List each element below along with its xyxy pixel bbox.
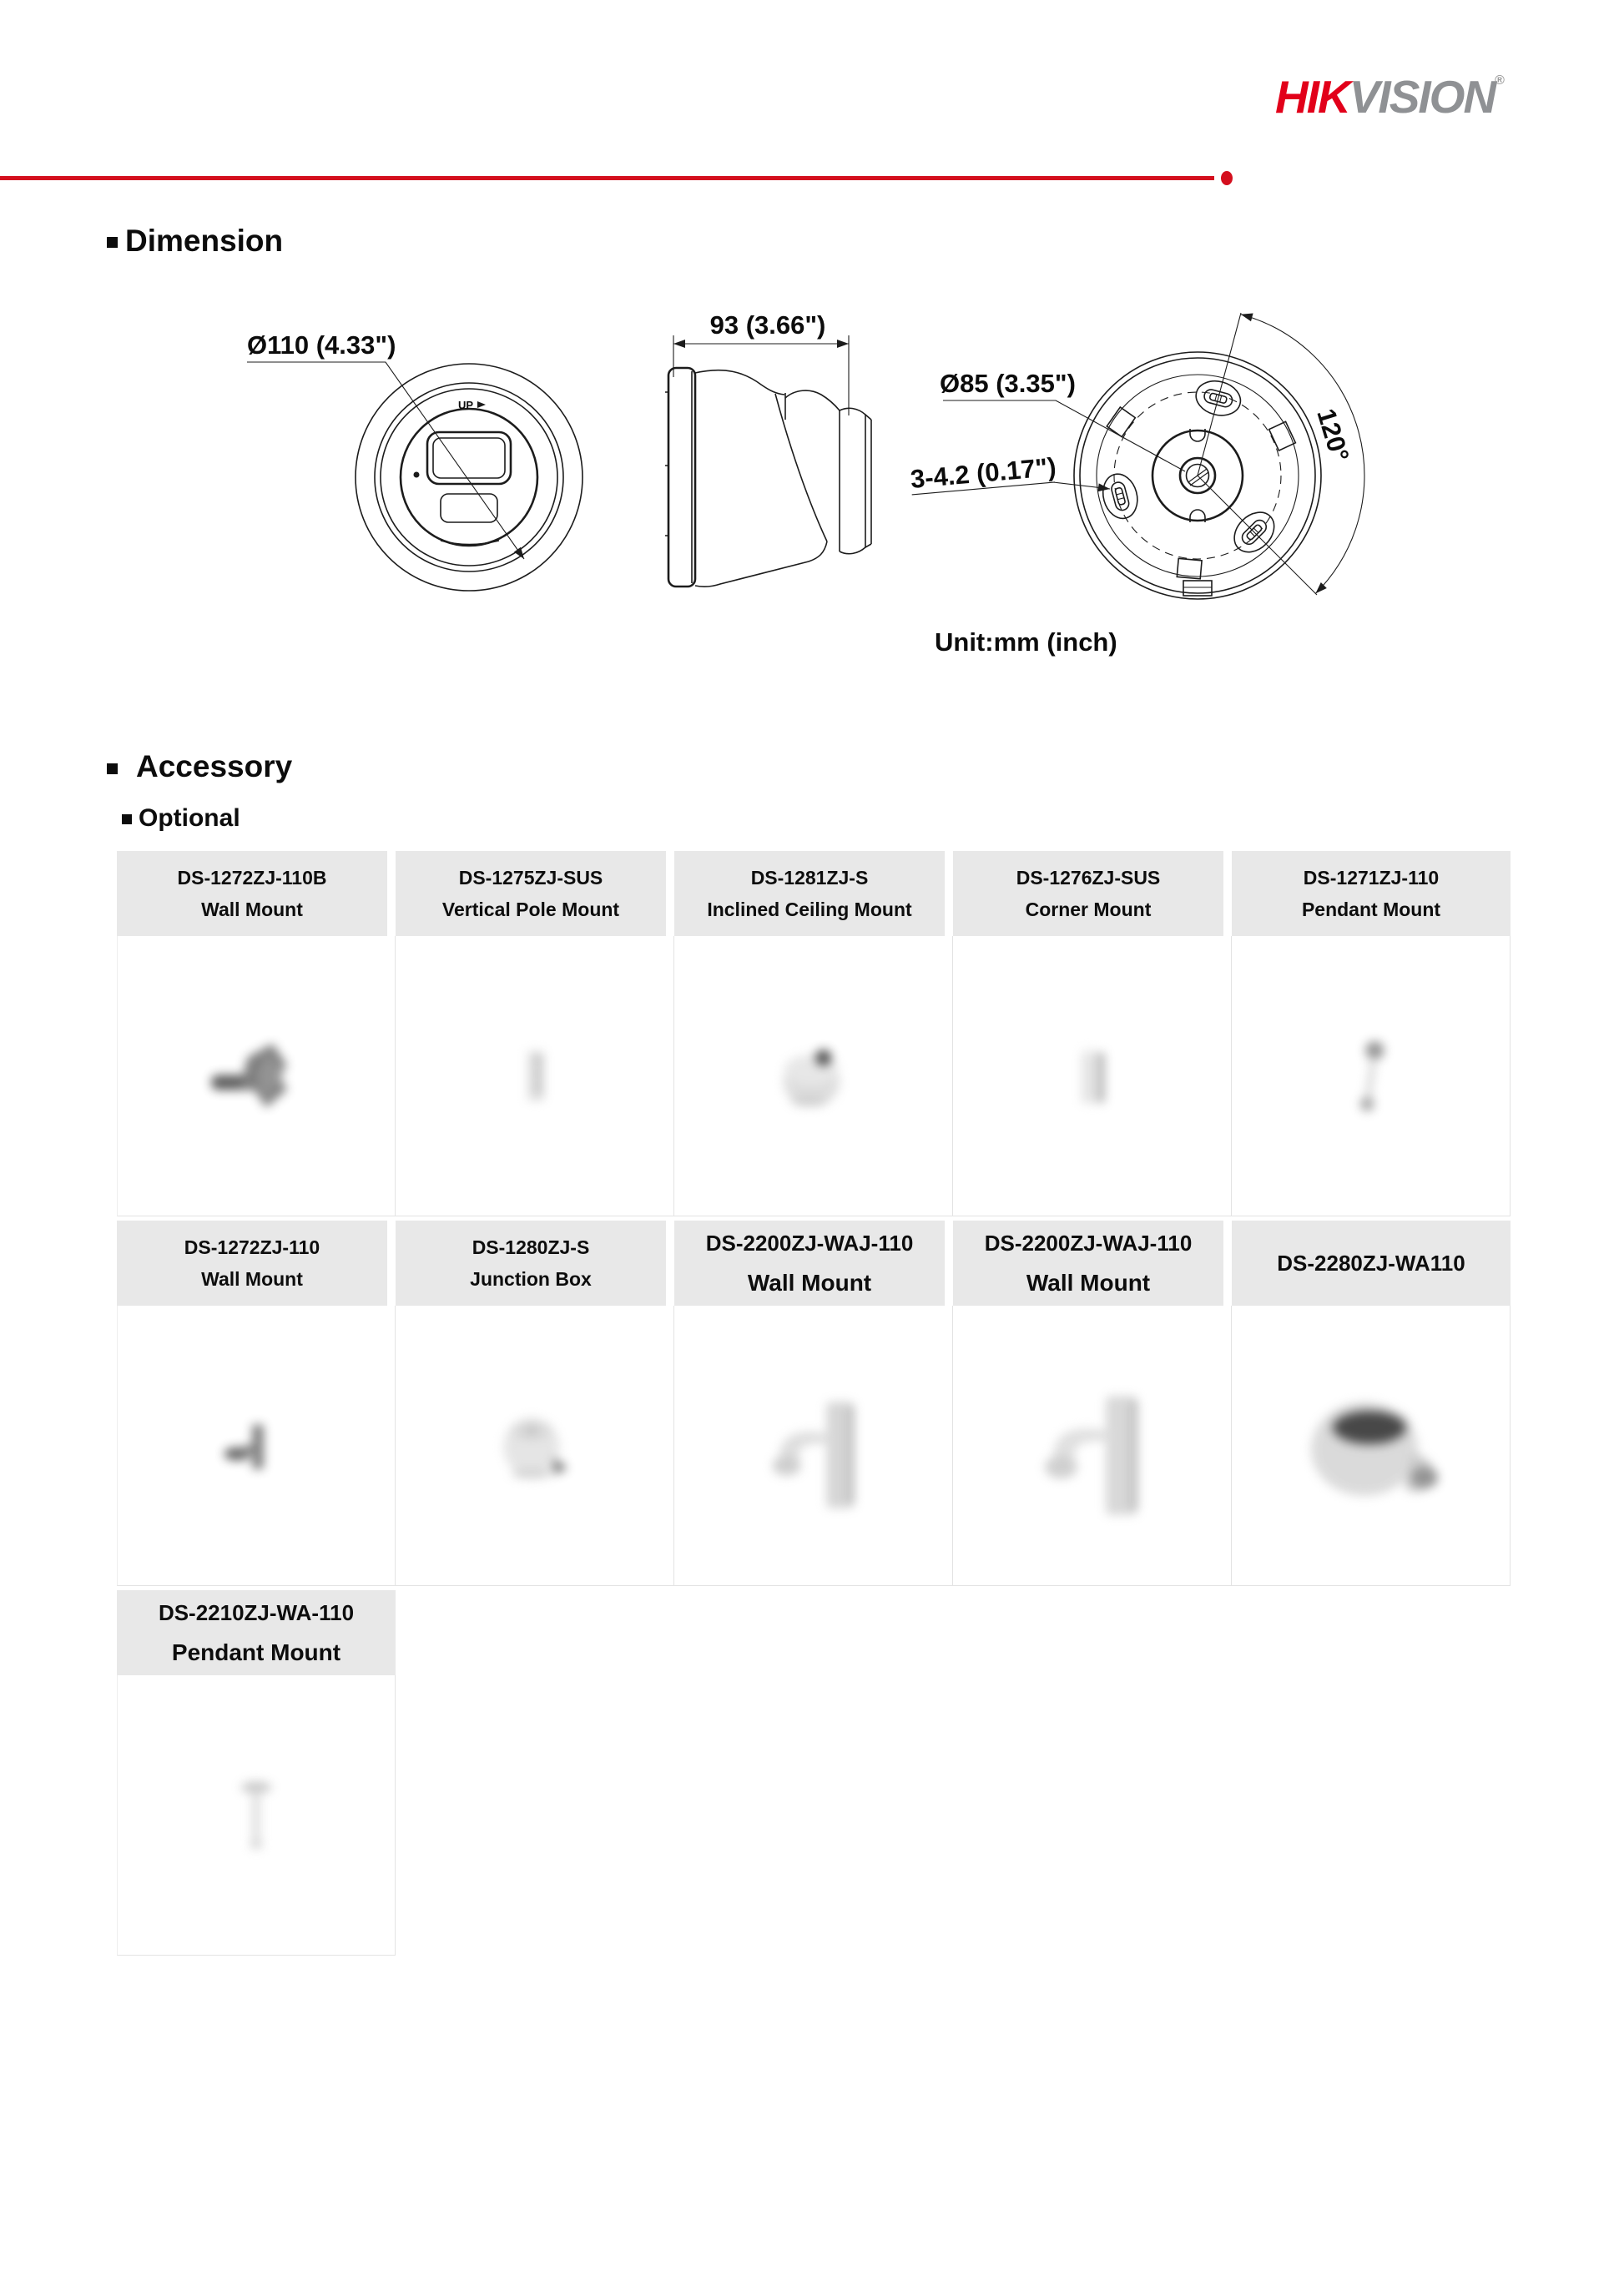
accessory-name: Inclined Ceiling Mount <box>707 898 912 920</box>
accessory-model: DS-2210ZJ-WA-110 <box>158 1599 355 1625</box>
accessory-image-row <box>117 936 1512 1216</box>
accessory-image-cell <box>953 1306 1232 1586</box>
accessory-model: DS-1275ZJ-SUS <box>458 866 603 889</box>
square-bullet-icon <box>122 814 132 824</box>
rear-angle-label: 120° <box>1311 405 1355 466</box>
accessory-name: Wall Mount <box>1026 1269 1151 1296</box>
inclined-ceiling-mount-image <box>759 1022 868 1130</box>
optional-subtitle <box>122 804 240 833</box>
accessory-model: DS-2280ZJ-WA110 <box>1277 1250 1465 1276</box>
accessory-header-cell <box>674 1221 945 1306</box>
accessory-name: Pendant Mount <box>1301 898 1441 920</box>
corner-mount-image <box>1042 1026 1142 1126</box>
side-view-drawing <box>665 310 871 587</box>
accessory-name: Wall Mount <box>747 1269 872 1296</box>
accessory-header-cell <box>674 851 945 936</box>
accessory-model: DS-1281ZJ-S <box>750 866 869 889</box>
header-rule-dot <box>1221 171 1233 185</box>
registered-mark: ® <box>1495 73 1505 88</box>
accessory-title-text: Accessory <box>136 749 293 783</box>
accessory-header-cell <box>1232 1221 1511 1306</box>
accessory-model: DS-2200ZJ-WAJ-110 <box>984 1230 1193 1256</box>
accessory-model: DS-2200ZJ-WAJ-110 <box>705 1230 914 1256</box>
unit-note: Unit:mm (inch) <box>935 627 1117 657</box>
front-diameter-label: Ø110 (4.33") <box>247 330 396 360</box>
accessory-model: DS-1276ZJ-SUS <box>1016 866 1161 889</box>
accessory-model: DS-1271ZJ-110 <box>1303 866 1440 889</box>
pendant-mount-image <box>1317 1022 1425 1130</box>
accessory-header-cell <box>117 1590 396 1675</box>
accessory-name: Junction Box <box>470 1267 592 1290</box>
accessory-table <box>117 851 1512 1960</box>
front-up-label: UP <box>458 399 474 411</box>
accessory-header-row <box>117 851 1512 936</box>
junction-box-image <box>477 1387 593 1504</box>
dimension-section-title <box>107 224 283 259</box>
vertical-pole-mount-image <box>487 1028 583 1124</box>
dimension-drawing <box>200 300 1402 684</box>
accessory-header-cell <box>1232 851 1511 936</box>
ring-mount-image <box>1288 1362 1455 1529</box>
optional-subtitle-text: Optional <box>139 804 240 832</box>
front-view-drawing <box>247 330 583 591</box>
accessory-header-row <box>117 1590 1512 1675</box>
accessory-image-cell <box>1232 1306 1511 1586</box>
accessory-image-row <box>117 1675 1512 1956</box>
accessory-header-cell <box>396 1221 666 1306</box>
rear-view-drawing <box>910 313 1364 599</box>
accessory-image-cell <box>1232 936 1511 1216</box>
accessory-image-cell <box>117 936 396 1216</box>
accessory-name: Vertical Pole Mount <box>441 898 620 920</box>
accessory-header-row <box>117 1221 1512 1306</box>
accessory-image-cell <box>674 936 953 1216</box>
wall-arm-bracket-2-image <box>1015 1368 1169 1523</box>
accessory-name: Wall Mount <box>201 898 303 920</box>
accessory-model: DS-1280ZJ-S <box>472 1236 590 1258</box>
accessory-image-row <box>117 1306 1512 1586</box>
logo-hik-text: HIK <box>1275 71 1349 123</box>
accessory-image-cell <box>396 936 674 1216</box>
pendant-rod-image <box>198 1757 315 1874</box>
header-rule <box>0 176 1214 180</box>
accessory-section-title <box>107 749 292 784</box>
accessory-header-cell <box>117 851 387 936</box>
wall-arm-bracket-image <box>743 1375 885 1517</box>
accessory-header-cell <box>396 851 666 936</box>
accessory-header-cell <box>117 1221 387 1306</box>
accessory-image-cell <box>953 936 1232 1216</box>
accessory-image-cell <box>117 1675 396 1956</box>
accessory-image-cell <box>674 1306 953 1586</box>
accessory-model: DS-1272ZJ-110 <box>184 1236 320 1258</box>
rear-hole-label: 3-4.2 (0.17") <box>909 451 1057 494</box>
side-width-label: 93 (3.66") <box>709 310 826 340</box>
hikvision-logo <box>1275 70 1505 123</box>
accessory-image-cell <box>396 1306 674 1586</box>
accessory-name: Wall Mount <box>201 1267 303 1290</box>
square-bullet-icon <box>107 237 118 248</box>
accessory-header-cell <box>953 1221 1223 1306</box>
wall-mount-small-image <box>206 1396 306 1496</box>
dimension-title-text: Dimension <box>125 224 284 258</box>
logo-vision-text: VISION <box>1349 71 1495 123</box>
wall-mount-bracket-image <box>194 1014 319 1139</box>
accessory-image-cell <box>117 1306 396 1586</box>
accessory-header-cell <box>953 851 1223 936</box>
accessory-name: Pendant Mount <box>171 1639 341 1665</box>
accessory-model: DS-1272ZJ-110B <box>177 866 327 889</box>
square-bullet-icon <box>107 763 118 774</box>
rear-diameter-label: Ø85 (3.35") <box>940 369 1076 398</box>
accessory-name: Corner Mount <box>1025 898 1152 920</box>
